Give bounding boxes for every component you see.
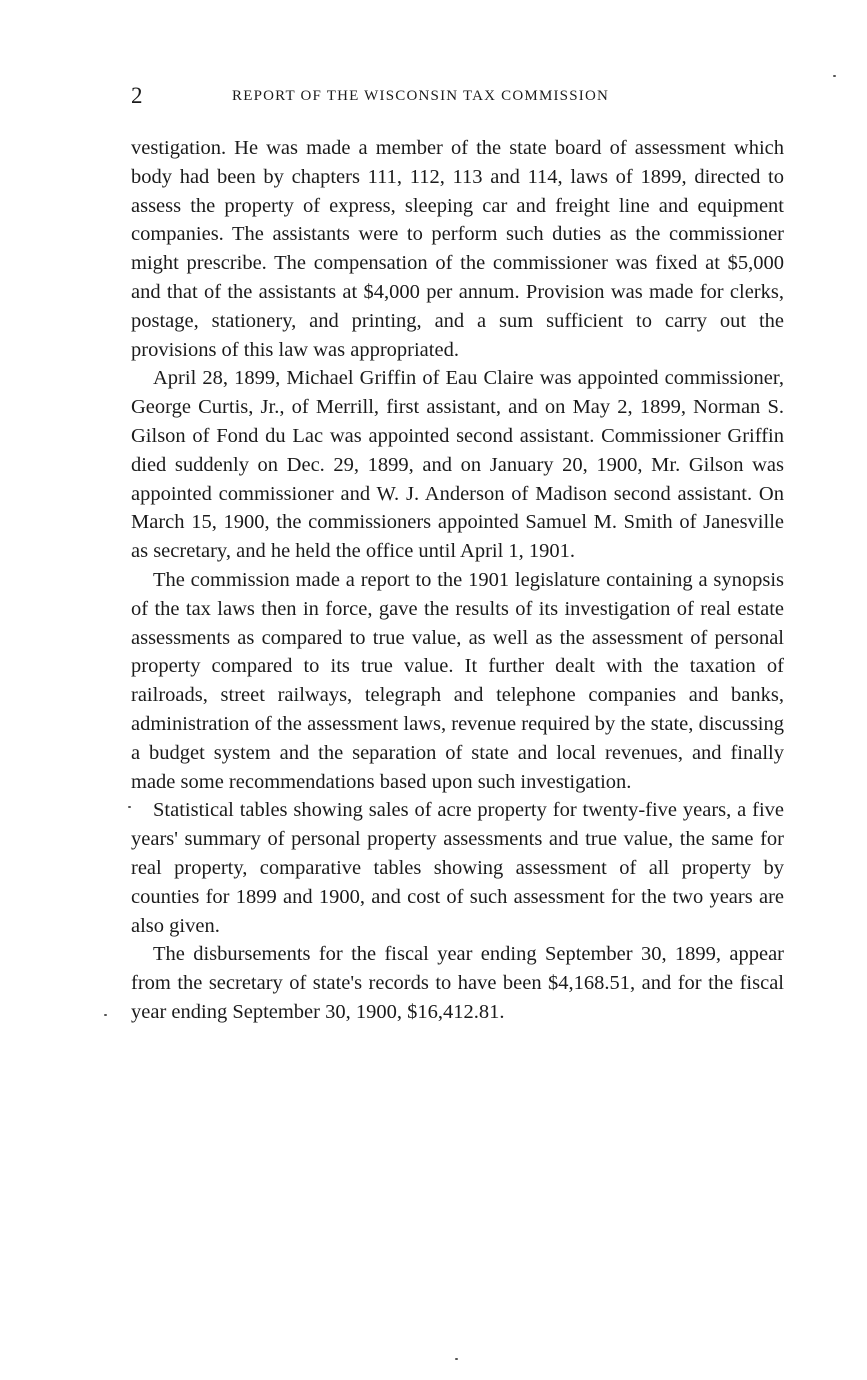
scan-speck	[455, 1358, 458, 1360]
paragraph-continued: vestigation. He was made a member of the state board of assessment which body had been by chapters 111, 112, 113 and 114, laws of 1899, directed to assess the property of express, sleeping car and freight line and equipment companies. The assistants were to perform such duties as the commissioner might prescribe. The compensation of the commissioner was fixed at $5,000 and that of the assistants at $4,000 per annum. Provision was made for clerks, postage, stationery, and printing, and a sum sufficient to carry out the provisions of this law was appropriated.	[131, 137, 784, 361]
page-number: 2	[131, 83, 143, 108]
body-text	[131, 134, 784, 1027]
running-head: REPORT OF THE WISCONSIN TAX COMMISSION	[232, 88, 610, 104]
paragraph-disbursements: The disbursements for the fiscal year ending September 30, 1899, appear from the secretary of state's records to have been $4,168.51, and for the fiscal year ending September 30, 1900, $16,412.81.	[131, 943, 784, 1023]
scan-speck	[104, 1014, 107, 1016]
page-header	[131, 80, 786, 110]
scan-speck	[128, 806, 131, 808]
scan-speck	[833, 75, 836, 77]
paragraph-report-1901: The commission made a report to the 1901 legislature containing a synopsis of the tax laws then in force, gave the results of its investigation of real estate assessments as compared to true value, as well as the assessment of personal property compared to its true value. It further dealt with the taxation of railroads, street railways, telegraph and telephone companies and banks, administration of the assessment laws, revenue required by the state, discussing a budget system and the separation of state and local revenues, and finally made some recommendations based upon such investigation.	[131, 568, 784, 793]
paragraph-statistical-tables: Statistical tables showing sales of acre property for twenty-five years, a five years' summary of personal property assessments and true value, the same for real property, comparative tables showing assessment of all property by counties for 1899 and 1900, and cost of such assessment for the two years are also given.	[131, 799, 784, 937]
paragraph-appointments: April 28, 1899, Michael Griffin of Eau Claire was appointed commissioner, George Curtis, Jr., of Merrill, first assistant, and on May 2, 1899, Norman S. Gilson of Fond du Lac was appointed second assistant. Commissioner Griffin died suddenly on Dec. 29, 1899, and on January 20, 1900, Mr. Gilson was appointed commissioner and W. J. Anderson of Madison second assistant. On March 15, 1900, the commissioners appointed Samuel M. Smith of Janesville as secretary, and he held the office until April 1, 1901.	[131, 367, 784, 563]
